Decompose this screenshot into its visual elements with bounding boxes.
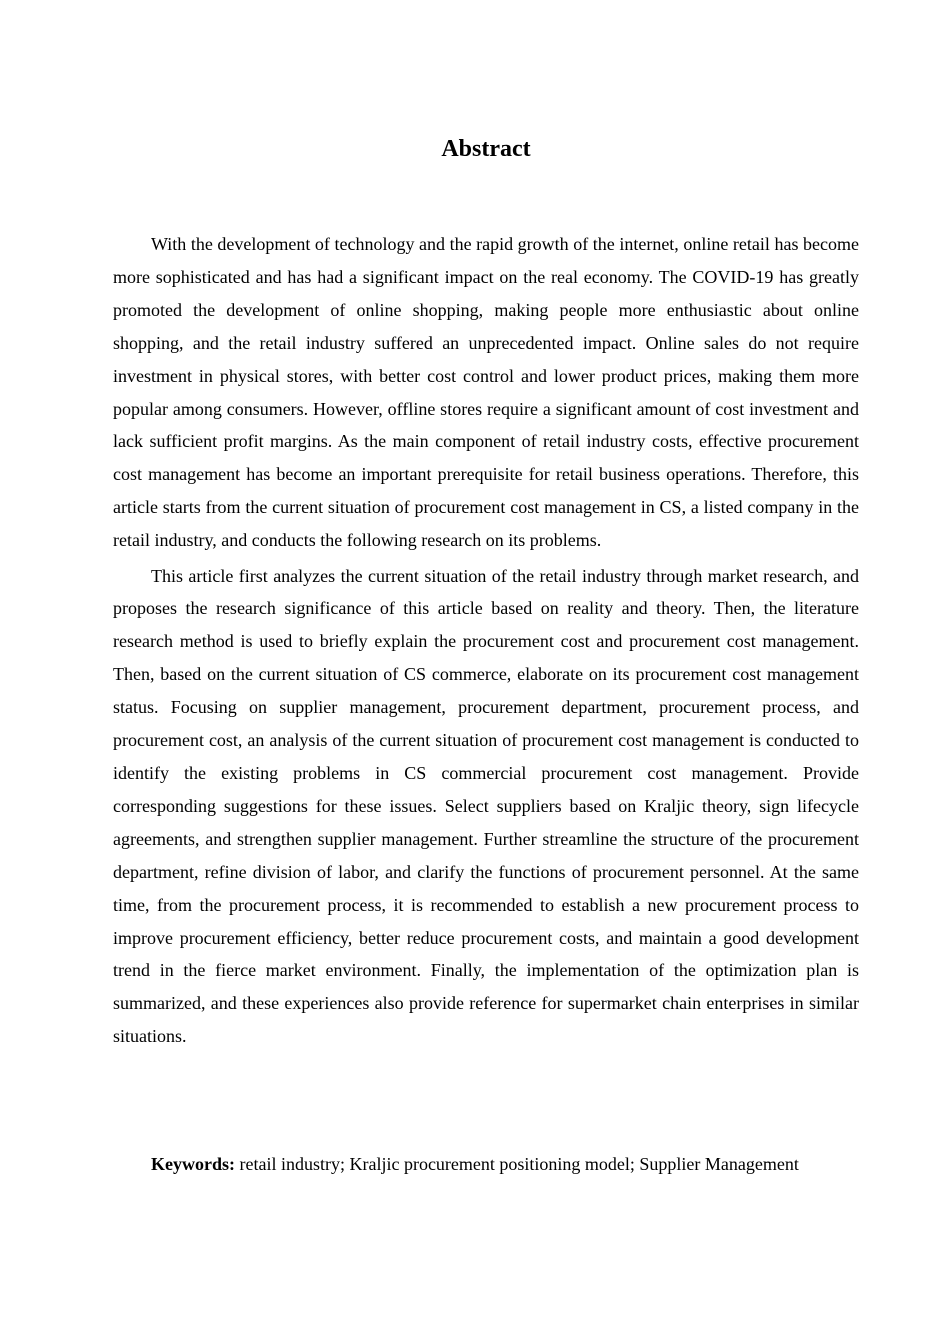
keywords-label: Keywords: <box>151 1154 235 1174</box>
abstract-paragraph-1: With the development of technology and the rapid growth of the internet, online retail has become more sophisticated and has had a significant impact on the real economy. The COVID-19 has greatly promoted the development of online shopping, making people more enthusiastic about online shopping, and the retail industry suffered an unprecedented impact. Online sales do not require investment in physical stores, with better cost control and lower product prices, making them more popular among consumers. However, offline stores require a significant amount of cost investment and lack sufficient profit margins. As the main component of retail industry costs, effective procurement cost management has become an important prerequisite for retail business operations. Therefore, this article starts from the current situation of procurement cost management in CS, a listed company in the retail industry, and conducts the following research on its problems. <box>113 234 859 551</box>
abstract-title: Abstract <box>441 136 531 162</box>
keywords-line <box>151 1148 871 1180</box>
abstract-paragraph-2: This article first analyzes the current situation of the retail industry through market research, and proposes the research significance of this article based on reality and theory. Then, the literature research method is used to briefly explain the procurement cost and procurement cost management. Then, based on the current situation of CS commerce, elaborate on its procurement cost management status. Focusing on supplier management, procurement department, procurement process, and procurement cost, an analysis of the current situation of procurement cost management is conducted to identify the existing problems in CS commercial procurement cost management. Provide corresponding suggestions for these issues. Select suppliers based on Kraljic theory, sign lifecycle agreements, and strengthen supplier management. Further streamline the structure of the procurement department, refine division of labor, and clarify the functions of procurement personnel. At the same time, from the procurement process, it is recommended to establish a new procurement process to improve procurement efficiency, better reduce procurement costs, and maintain a good development trend in the fierce market environment. Finally, the implementation of the optimization plan is summarized, and these experiences also provide reference for supermarket chain enterprises in similar situations. <box>113 565 859 1047</box>
abstract-body <box>113 228 859 1053</box>
keywords-text: retail industry; Kraljic procurement positioning model; Supplier Management <box>239 1154 799 1174</box>
